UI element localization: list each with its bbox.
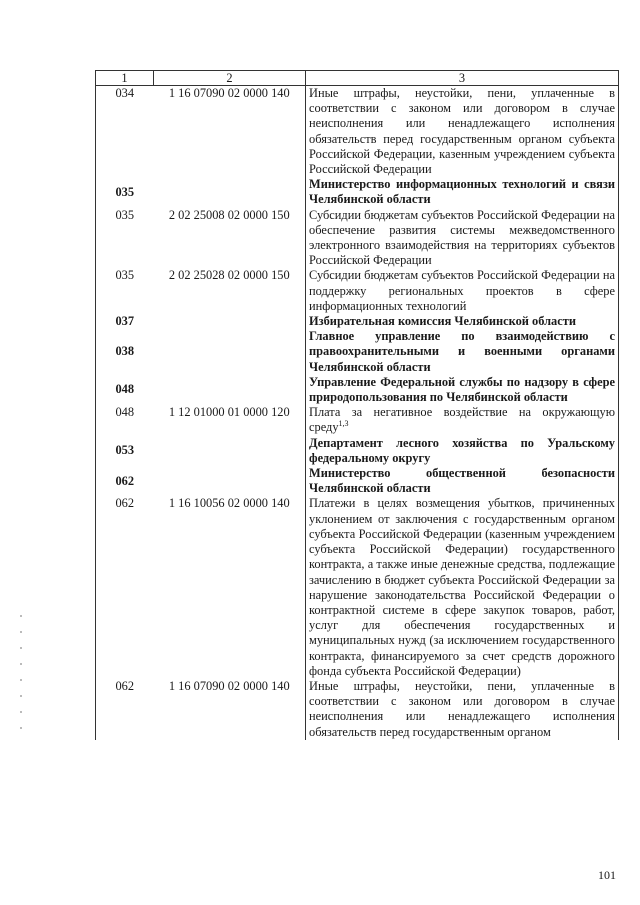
description-cell [306,86,619,178]
admin-code-cell: 035 [96,208,154,269]
margin-scan-marks [20,615,24,743]
admin-code-cell: 048 [96,375,154,405]
table-row [96,208,619,269]
description-text: Департамент лесного хозяйства по Уральскому федеральному округу [309,435,615,465]
admin-code-cell: 053 [96,436,154,466]
footnote-marker: 1,3 [338,419,349,429]
table-row [96,679,619,740]
description-text: Министерство информационных технологий и связи Челябинской области [309,177,615,207]
revenue-codes-table [95,70,619,740]
admin-code-cell: 062 [96,496,154,678]
admin-code-cell: 037 [96,314,154,329]
table-row [96,268,619,314]
budget-classification-code-cell: 1 16 07090 02 0000 140 [168,678,290,693]
description-text: Министерство общественной безопасности Челябинской области [309,466,615,496]
table-body [96,86,619,740]
table-row-section [96,436,619,466]
table-row [96,86,619,178]
admin-code-cell: 034 [96,86,154,178]
description-text: Субсидии бюджетам субъектов Российской Федерации на поддержку региональных проектов в сфере информационных технологий [309,268,615,313]
description-cell [306,375,619,405]
budget-classification-code-cell: 1 16 10056 02 0000 140 [168,496,290,511]
budget-classification-code-cell: 2 02 25028 02 0000 150 [168,268,290,283]
description-cell [306,466,619,496]
budget-classification-code-cell [154,436,306,466]
page-number: 101 [598,868,616,882]
table-row [96,405,619,435]
admin-code-cell: 048 [96,405,154,435]
description-cell [306,496,619,678]
description-text: Управление Федеральной службы по надзору в сфере природопользования по Челябинской области [309,374,615,405]
description-text: Платежи в целях возмещения убытков, причиненных уклонением от заключения с государственным органом субъекта Российской Федерации (казенным учреждением субъекта Российской Федерации) государственного контракта, а также иные денежные средства, подлежащие зачислению в бюджет субъекта Российской Федерации за нарушение законодательства Российской Федерации о контрактной системе в сфере закупок товаров, работ, услуг для обеспечения государственных и муниципальных нужд (за исключением государственного контракта, финансируемого за счет средств дорожного фонда субъекта Российской Федерации) [309,496,615,678]
description-text: Иные штрафы, неустойки, пени, уплаченные в соответствии с законом или договором в случае неисполнения или ненадлежащего исполнения обязательств перед государственным органом [309,678,615,739]
budget-classification-code-cell: 1 16 07090 02 0000 140 [168,86,290,100]
table-row-section [96,329,619,375]
budget-classification-code-cell [154,329,306,375]
table-header [96,71,619,86]
budget-classification-code-cell [154,314,306,329]
budget-classification-code-cell: 1 12 01000 01 0000 120 [168,405,290,420]
column-header-1: 1 [96,71,154,86]
description-cell [306,329,619,375]
table-row-section [96,375,619,405]
admin-code-cell: 038 [96,329,154,375]
admin-code-cell: 062 [96,466,154,496]
table-row-section [96,177,619,207]
budget-classification-code-cell [154,375,306,405]
budget-classification-code-cell [154,466,306,496]
admin-code-cell: 035 [96,268,154,314]
table-row-section [96,314,619,329]
description-cell [306,314,619,329]
description-text: Избирательная комиссия Челябинской области [309,314,576,329]
admin-code-cell: 035 [96,177,154,207]
description-cell [306,177,619,207]
description-cell [306,268,619,314]
table-row [96,496,619,678]
description-cell [306,679,619,740]
budget-classification-code-cell [154,177,306,207]
table-row-section [96,466,619,496]
admin-code-cell: 062 [96,679,154,740]
description-cell [306,436,619,466]
column-header-3: 3 [306,71,619,86]
description-text: Плата за негативное воздействие на окружающую среду [309,405,615,435]
column-header-2: 2 [154,71,306,86]
description-cell [306,405,619,435]
description-text: Иные штрафы, неустойки, пени, уплаченные в соответствии с законом или договором в случае неисполнения или ненадлежащего исполнения обязательств перед государственным органом субъекта Российской Федерации, казенным учреждением субъекта Российской Федерации [309,86,615,177]
budget-classification-code-cell: 2 02 25008 02 0000 150 [168,207,290,222]
description-text: Главное управление по взаимодействию с правоохранительными и военными органами Челябинской области [309,329,615,374]
description-text: Субсидии бюджетам субъектов Российской Федерации на обеспечение развития системы межведомственного электронного взаимодействия на территориях субъектов Российской Федерации [309,207,615,268]
description-cell [306,208,619,269]
